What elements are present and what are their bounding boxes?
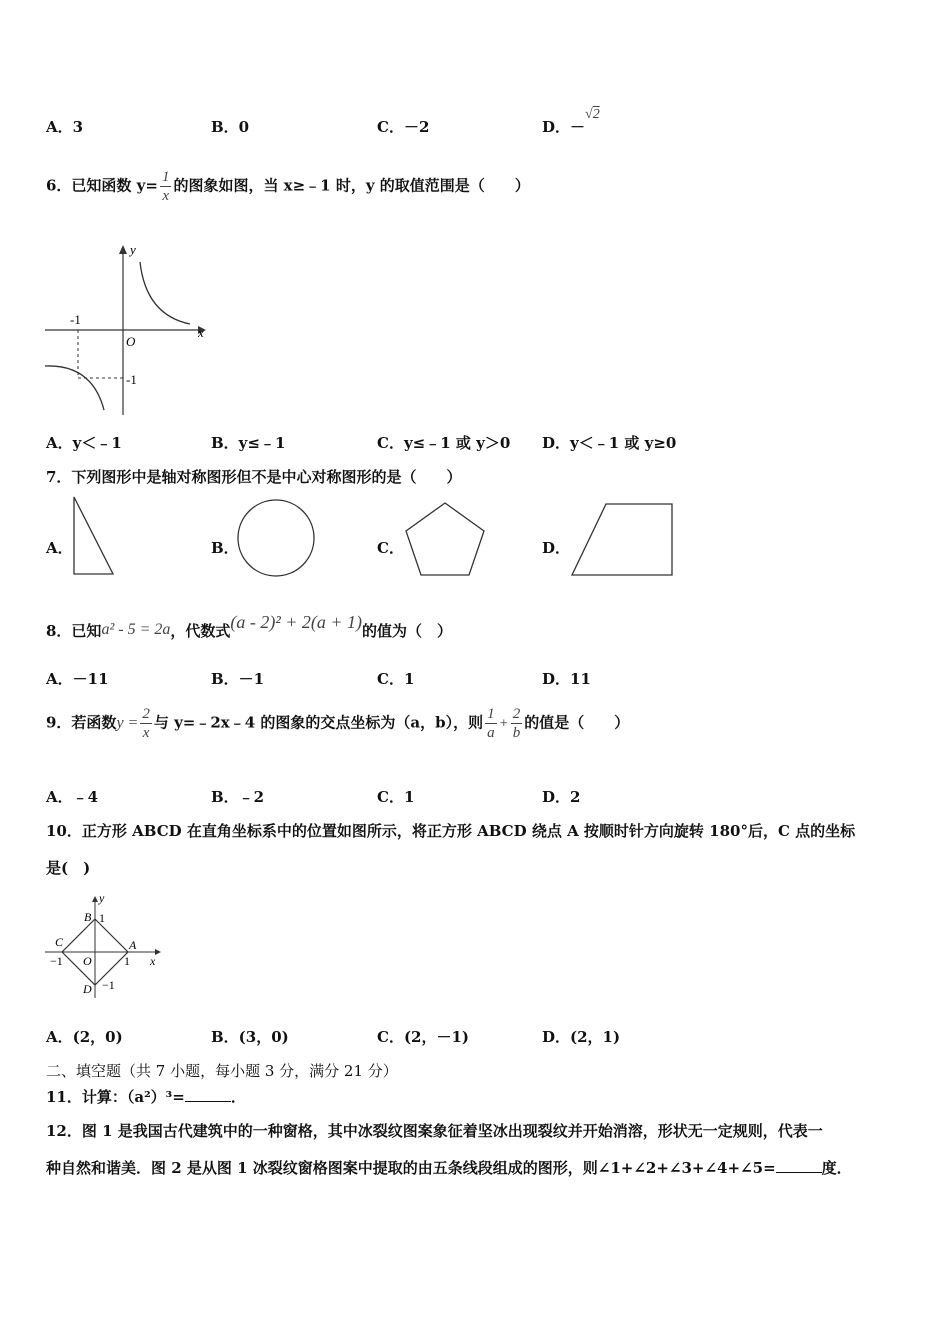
q6-curve-negative bbox=[45, 366, 104, 410]
q8-suffix: 的值为（ ） bbox=[362, 622, 453, 640]
q6-label-neg1-y: -1 bbox=[126, 372, 137, 387]
q8-condition: a² - 5 = 2a bbox=[101, 621, 171, 638]
q9-prefix: 9．若函数 bbox=[46, 713, 117, 732]
q9-f2-num: 2 bbox=[512, 706, 521, 722]
q7-stem: 7．下列图形中是轴对称图形但不是中心对称图形的是（ ） bbox=[46, 468, 462, 486]
q10-tick-neg1-x: −1 bbox=[50, 954, 63, 968]
q6-curve-positive bbox=[140, 262, 190, 324]
q10-option-b: B．(3，0) bbox=[211, 1028, 289, 1046]
q7-label-d: D． bbox=[542, 539, 571, 557]
section-heading-fill-in: 二、填空题（共 7 小题，每小题 3 分，满分 21 分） bbox=[46, 1062, 398, 1080]
q7-label-c: C． bbox=[377, 539, 404, 557]
q10-tick-1-x: 1 bbox=[124, 954, 130, 968]
q6-y-arrow-icon bbox=[119, 245, 127, 254]
q7-label-b: B． bbox=[211, 539, 239, 557]
q10-label-a: A bbox=[129, 938, 137, 952]
q10-label-x: x bbox=[150, 954, 156, 968]
q12-answer-blank bbox=[776, 1158, 822, 1173]
q12-line2-prefix: 种自然和谐美．图 2 是从图 1 冰裂纹窗格图案中提取的由五条线段组成的图形，则∠1+∠2+∠3+∠4+∠5= bbox=[46, 1159, 776, 1177]
q8-option-b: B．－1 bbox=[211, 670, 265, 688]
q9-suffix: 的值是（ ） bbox=[524, 713, 630, 732]
q12-stem-line1: 12．图 1 是我国古代建筑中的一种窗格，其中冰裂纹图案象征着坚冰出现裂纹并开始消溶，形状无一定规则，代表一 bbox=[46, 1122, 823, 1140]
q12-stem-line2 bbox=[46, 1157, 852, 1178]
q6-option-d: D．y＜﹣1 或 y≥0 bbox=[542, 434, 677, 452]
q7-shape-a-right-triangle bbox=[70, 494, 118, 578]
q9-plus: + bbox=[498, 715, 509, 732]
q7-shape-b-circle bbox=[234, 498, 318, 580]
q9-middle: 与 y=﹣2x﹣4 的图象的交点坐标为（a，b），则 bbox=[153, 713, 484, 732]
q6-fraction bbox=[160, 168, 172, 205]
q6-graph bbox=[40, 240, 215, 420]
q9-f2-den: b bbox=[512, 725, 521, 741]
q11-suffix: ． bbox=[230, 1088, 246, 1106]
q5-option-c: C．－2 bbox=[377, 118, 430, 136]
q6-frac-num: 1 bbox=[161, 169, 170, 185]
q9-stem bbox=[46, 705, 629, 742]
q10-x-arrow-icon bbox=[155, 949, 161, 955]
q12-line2-suffix: 度． bbox=[821, 1159, 852, 1177]
q10-option-d: D．(2，1) bbox=[542, 1028, 621, 1046]
q9-frac-num: 2 bbox=[142, 706, 150, 722]
q10-option-c: C．(2，－1) bbox=[377, 1028, 470, 1046]
q8-middle: ，代数式 bbox=[170, 622, 231, 640]
q9-fraction-1 bbox=[485, 705, 497, 742]
q6-label-neg1-x: -1 bbox=[70, 312, 81, 327]
q9-fraction-2 bbox=[511, 705, 523, 742]
q10-label-c: C bbox=[55, 935, 64, 949]
q10-stem-line1: 10．正方形 ABCD 在直角坐标系中的位置如图所示，将正方形 ABCD 绕点 A 按顺时针方向旋转 180°后，C 点的坐标 bbox=[46, 822, 856, 840]
q10-option-a: A．(2，0) bbox=[46, 1028, 123, 1046]
q9-fraction bbox=[140, 705, 152, 742]
q6-option-a: A．y＜﹣1 bbox=[46, 434, 122, 452]
q11-prefix: 11．计算：（a²）³= bbox=[46, 1088, 185, 1106]
q7-shape-c-pentagon bbox=[402, 500, 488, 580]
q9-f1-den: a bbox=[487, 725, 495, 741]
q10-stem-line2: 是( ) bbox=[46, 859, 91, 877]
q8-expression: (a - 2)² + 2(a + 1) bbox=[230, 612, 363, 632]
q10-y-arrow-icon bbox=[92, 896, 98, 902]
q8-option-a: A．－11 bbox=[46, 670, 109, 688]
q9-option-b: B．﹣2 bbox=[211, 788, 265, 806]
q10-tick-neg1-y: −1 bbox=[102, 978, 115, 992]
q8-prefix: 8．已知 bbox=[46, 622, 102, 640]
q11-stem bbox=[46, 1086, 246, 1107]
q6-label-x: x bbox=[198, 325, 204, 340]
q5-option-b: B．0 bbox=[211, 118, 250, 136]
q10-label-b: B bbox=[84, 910, 92, 924]
q5-option-d bbox=[542, 107, 600, 137]
q9-option-c: C．1 bbox=[377, 788, 415, 806]
q6-option-b: B．y≤﹣1 bbox=[211, 434, 286, 452]
q6-frac-den: x bbox=[162, 188, 170, 204]
q10-label-y: y bbox=[99, 891, 105, 905]
q6-prefix: 6．已知函数 y= bbox=[46, 176, 158, 195]
q7-shape-d-trapezoid bbox=[568, 500, 678, 580]
q11-answer-blank bbox=[185, 1087, 231, 1102]
q5-option-d-label: D．－ bbox=[542, 118, 586, 136]
q8-stem bbox=[46, 612, 453, 641]
q9-f1-num: 1 bbox=[487, 706, 495, 722]
q6-option-c: C．y≤﹣1 或 y＞0 bbox=[377, 434, 511, 452]
q9-frac-den: x bbox=[142, 725, 150, 741]
q6-label-y: y bbox=[130, 242, 136, 257]
q6-label-origin: O bbox=[126, 334, 136, 349]
q9-option-a: A．﹣4 bbox=[46, 788, 99, 806]
q9-y-eq: y = bbox=[116, 714, 139, 732]
q5-option-d-radical: √2 bbox=[585, 107, 600, 122]
q10-graph bbox=[40, 890, 170, 1005]
q6-stem bbox=[46, 168, 530, 205]
q10-label-origin: O bbox=[83, 954, 92, 968]
q7-label-a: A． bbox=[46, 539, 73, 557]
q6-suffix: 的图象如图，当 x≥﹣1 时，y 的取值范围是（ ） bbox=[173, 176, 530, 195]
q10-label-d: D bbox=[83, 982, 92, 996]
q10-tick-1-y: 1 bbox=[99, 911, 105, 925]
q9-option-d: D．2 bbox=[542, 788, 581, 806]
q5-option-d-radicand: 2 bbox=[592, 107, 600, 122]
q8-option-d: D．11 bbox=[542, 670, 591, 688]
q8-option-c: C．1 bbox=[377, 670, 415, 688]
q5-option-a: A．3 bbox=[46, 118, 84, 136]
